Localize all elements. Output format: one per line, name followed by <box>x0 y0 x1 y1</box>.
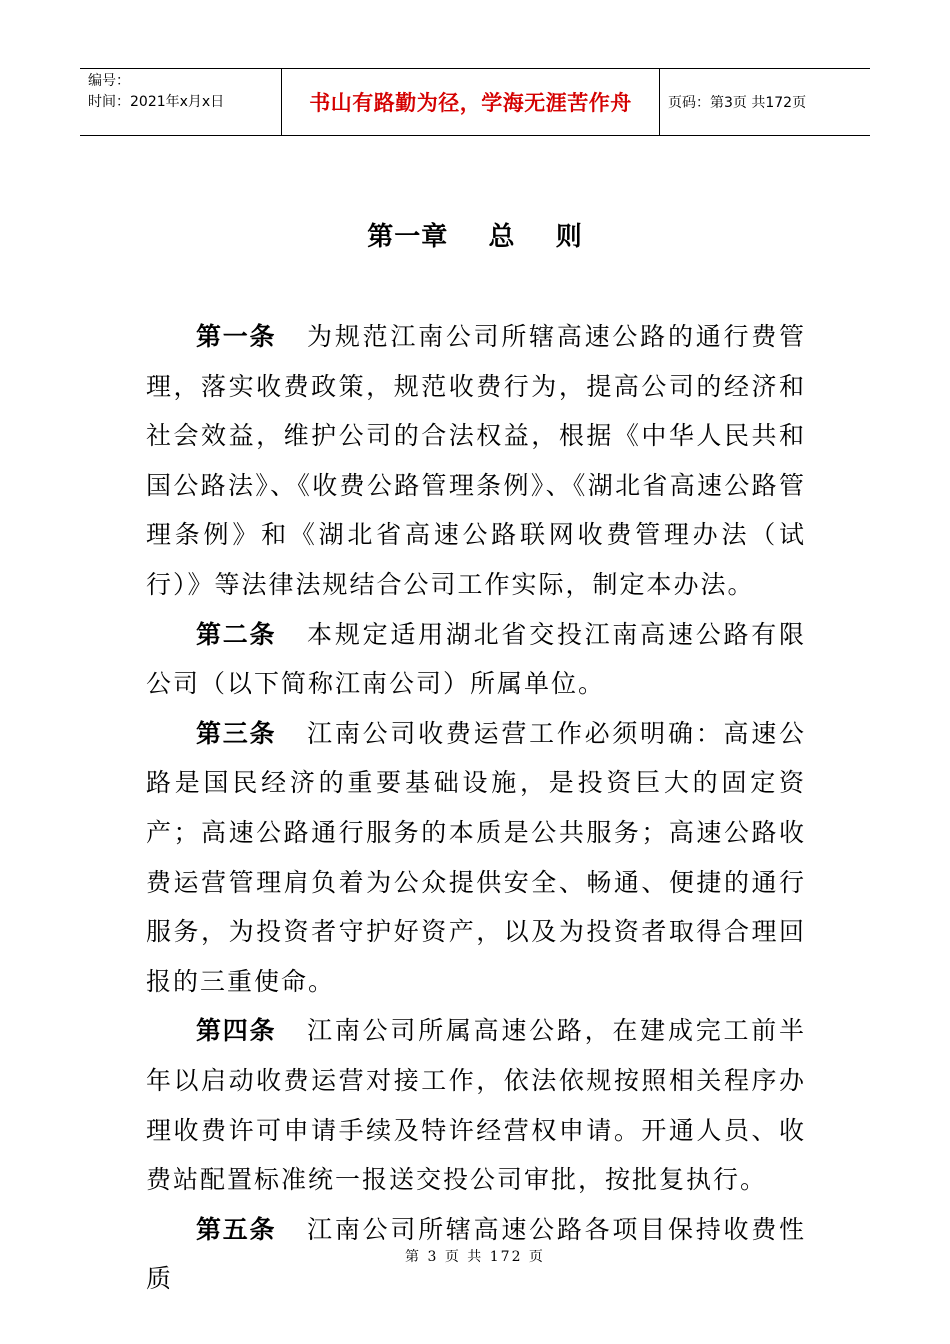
article-2 <box>146 610 806 709</box>
article-text: 本规定适用湖北省交投江南高速公路有限公司（以下简称江南公司）所属单位。 <box>146 619 806 699</box>
article-label: 第四条 <box>196 1016 277 1046</box>
page-header <box>80 68 870 136</box>
number-label: 编号： <box>88 73 130 89</box>
article-1 <box>146 312 806 610</box>
article-text: 为规范江南公司所辖高速公路的通行费管理，落实收费政策，规范收费行为，提高公司的经济和社会效益，维护公司的合法权益，根据《中华人民共和国公路法》、《收费公路管理条例》、《湖北省高速公路管理条例》和《湖北省高速公路联网收费管理办法（试行）》等法律法规结合公司工作实际，制定本办法。 <box>146 322 806 599</box>
time-label: 时间：2021年x月x日 <box>88 94 225 110</box>
article-label: 第五条 <box>196 1214 277 1244</box>
article-text: 江南公司所辖高速公路各项目保持收费性质 <box>146 1214 806 1294</box>
chapter-title: 第一章 总 则 <box>367 222 583 252</box>
article-4 <box>146 1006 806 1204</box>
article-3 <box>146 709 806 1007</box>
article-text: 江南公司所属高速公路，在建成完工前半年以启动收费运营对接工作，依法依规按照相关程序办理收费许可申请手续及特许经营权申请。开通人员、收费站配置标准统一报送交投公司审批，按批复执行。 <box>146 1016 806 1195</box>
page-code: 页码：第3页 共172页 <box>668 95 807 111</box>
document-body <box>146 312 806 1304</box>
article-text: 江南公司收费运营工作必须明确：高速公路是国民经济的重要基础设施，是投资巨大的固定资产；高速公路通行服务的本质是公共服务；高速公路收费运营管理肩负着为公众提供安全、畅通、便捷的通行服务，为投资者守护好资产，以及为投资者取得合理回报的三重使命。 <box>146 718 806 996</box>
article-label: 第二条 <box>196 619 277 649</box>
header-page-cell <box>660 69 870 135</box>
article-label: 第一条 <box>196 322 277 351</box>
motto-text: 书山有路勤为径，学海无涯苦作舟 <box>309 91 632 115</box>
header-motto-cell <box>282 69 660 135</box>
article-label: 第三条 <box>196 718 277 748</box>
page-footer: 第 3 页 共 172 页 <box>405 1249 545 1265</box>
header-meta-cell <box>80 69 282 135</box>
